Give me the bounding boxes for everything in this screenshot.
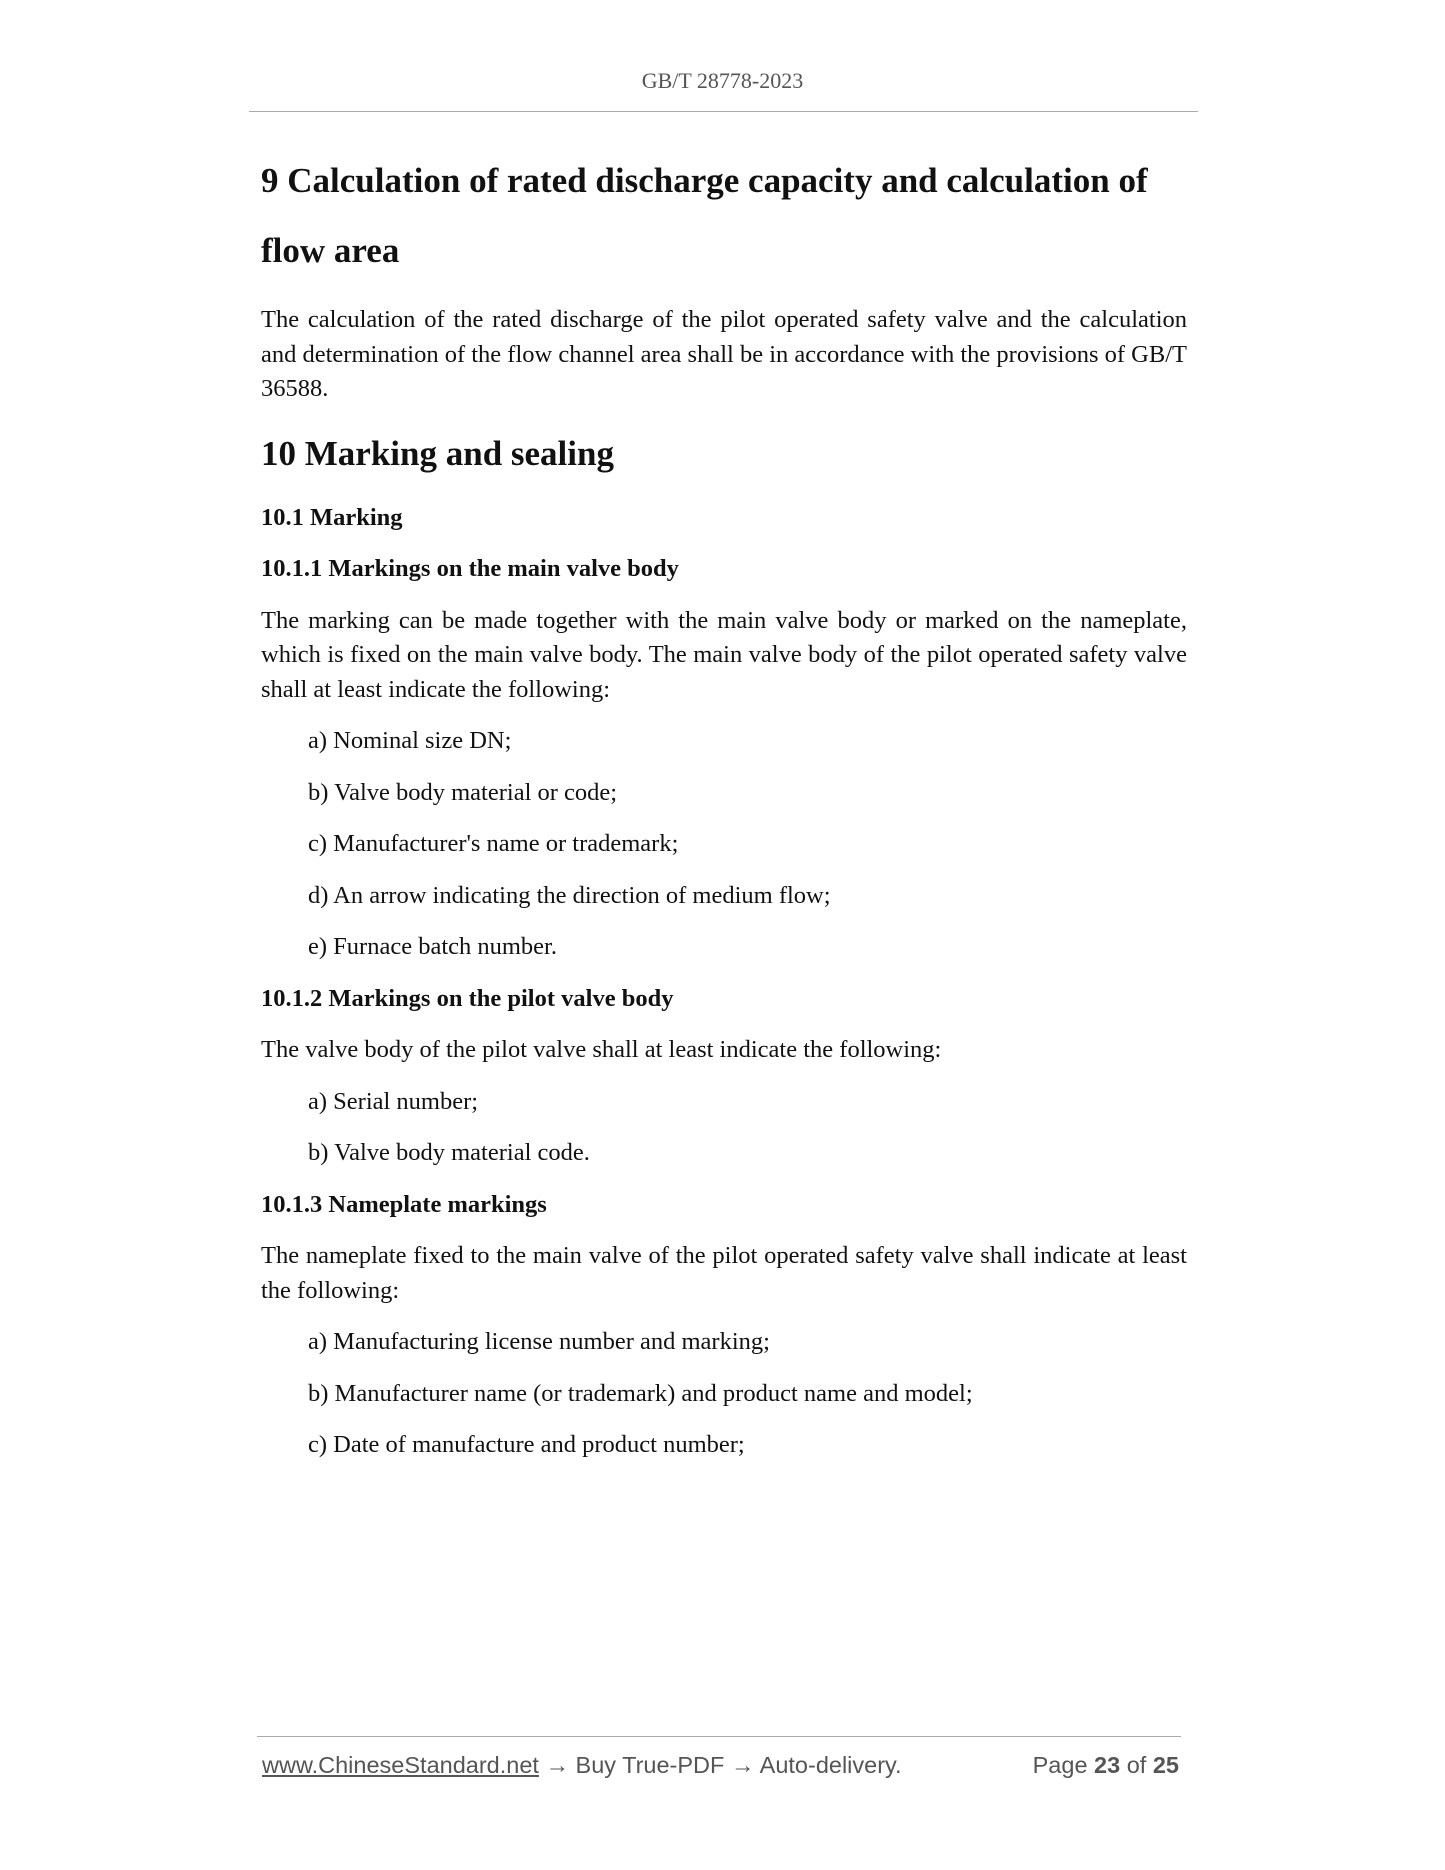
list-item: c) Manufacturer's name or trademark;: [308, 830, 679, 857]
page-total: 25: [1152, 1752, 1179, 1778]
list-item: b) Manufacturer name (or trademark) and product name and model;: [308, 1379, 973, 1407]
page-footer: [262, 1752, 1182, 1784]
section-9-title-line-1: 9 Calculation of rated discharge capacity and calculation of: [261, 161, 1148, 200]
section-9-title-line-2: flow area: [261, 231, 400, 270]
list-item: c) Date of manufacture and product number;: [308, 1431, 745, 1458]
footer-divider: [257, 1736, 1181, 1737]
list-item: e) Furnace batch number.: [308, 933, 557, 960]
section-10-1-title: 10.1 Marking: [261, 503, 403, 531]
footer-promo: [262, 1752, 902, 1779]
header-divider: [249, 111, 1198, 112]
footer-promo-text: → Buy True-PDF → Auto-delivery.: [545, 1752, 902, 1778]
section-10-1-3-paragraph: The nameplate fixed to the main valve of the pilot operated safety valve shall indicate at least the following:: [261, 1242, 1187, 1304]
section-10-title: 10 Marking and sealing: [261, 433, 614, 473]
list-item: a) Serial number;: [308, 1087, 479, 1115]
running-header: GB/T 28778-2023: [641, 68, 804, 93]
section-10-1-2-paragraph: The valve body of the pilot valve shall at least indicate the following:: [261, 1036, 942, 1063]
section-10-1-1-paragraph: The marking can be made together with the main valve body or marked on the nameplate, which is fixed on the main valve body. The main valve body of the pilot operated safety valve shall at least indicate the following:: [261, 606, 1187, 703]
section-10-1-1-title: 10.1.1 Markings on the main valve body: [261, 555, 679, 582]
list-item: d) An arrow indicating the direction of medium flow;: [308, 881, 831, 909]
list-item: b) Valve body material code.: [308, 1139, 590, 1166]
chinesestandard-link[interactable]: www.ChineseStandard.net: [262, 1752, 539, 1778]
page-number: [1033, 1752, 1179, 1779]
page-current: 23: [1094, 1752, 1121, 1778]
list-item: b) Valve body material or code;: [308, 778, 618, 806]
page-body: [261, 146, 1187, 1463]
page-of-label: of: [1126, 1752, 1147, 1778]
section-10-1-2-title: 10.1.2 Markings on the pilot valve body: [261, 984, 674, 1012]
section-9-paragraph: The calculation of the rated discharge of the pilot operated safety valve and the calculation and determination of the flow channel area shall be in accordance with the provisions of GB/T 36588.: [261, 306, 1187, 402]
list-item: a) Manufacturing license number and marking;: [308, 1328, 770, 1355]
page-label: Page: [1032, 1752, 1088, 1778]
section-10-1-3-title: 10.1.3 Nameplate markings: [261, 1190, 547, 1218]
list-item: a) Nominal size DN;: [308, 727, 512, 754]
